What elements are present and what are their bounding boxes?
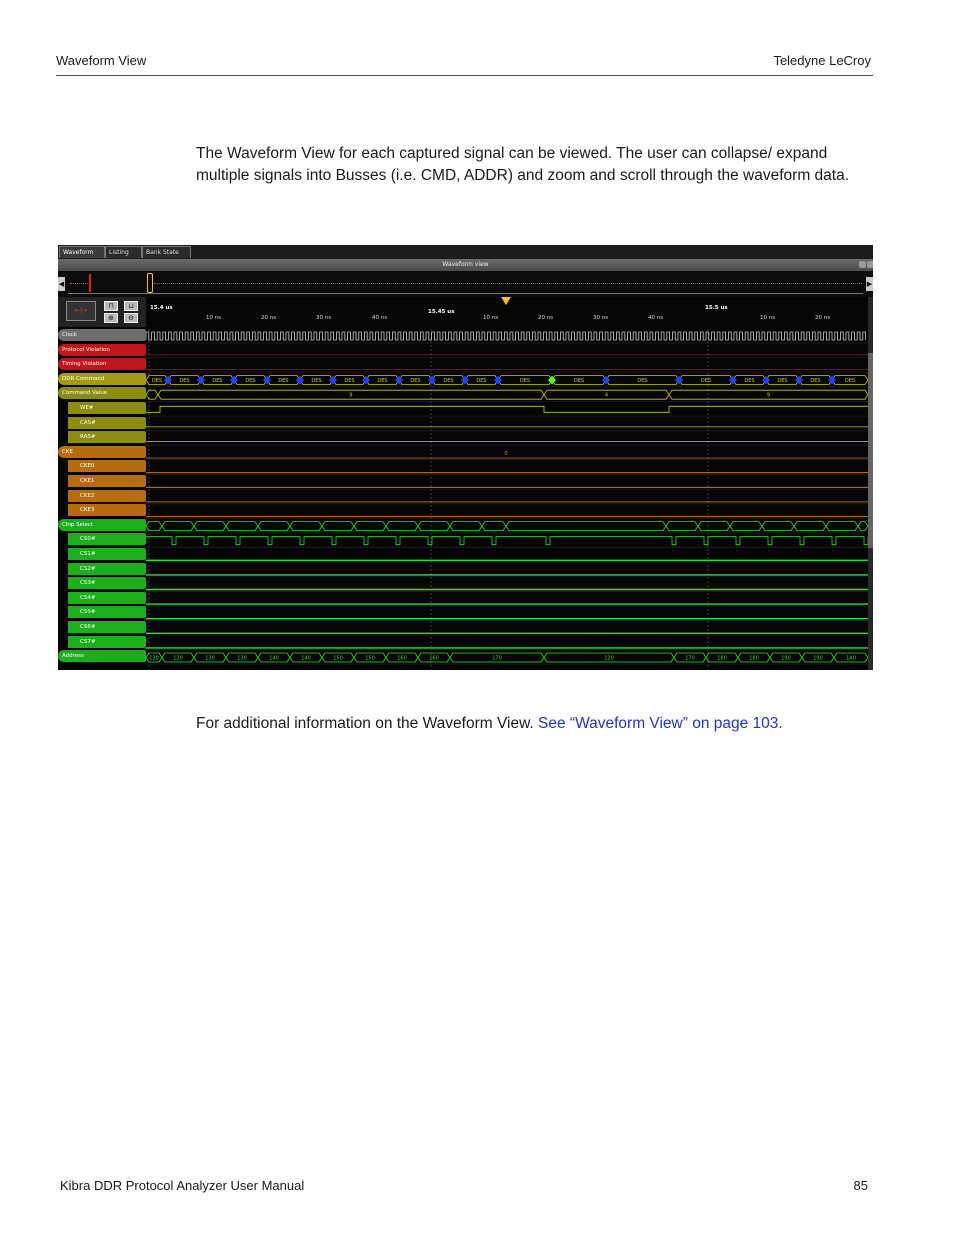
signal-label-cke2[interactable]	[68, 490, 146, 502]
bus-segment	[826, 522, 858, 531]
bus-value-label: 130	[149, 655, 159, 662]
overview-strip[interactable]	[58, 271, 873, 297]
bus-transition-diamond	[230, 376, 238, 385]
signal-label-clock[interactable]	[58, 329, 146, 341]
bus-transition-diamond	[329, 376, 337, 385]
bus-segment	[258, 522, 290, 531]
bus-value-label: 160	[397, 655, 407, 662]
window-title: Waveform view	[442, 261, 489, 268]
bus-segment	[162, 522, 194, 531]
clock-waveform	[146, 332, 866, 340]
bus-value-label: DES	[637, 377, 648, 384]
signal-label-text: CKE1	[80, 478, 95, 484]
tab-waveform-view[interactable]: Waveform	[59, 246, 105, 258]
bus-value-label: 1A0	[846, 655, 856, 662]
signal-label-cke3[interactable]	[68, 504, 146, 516]
waveform-plot[interactable]	[146, 329, 868, 670]
bus-transition-diamond	[828, 376, 836, 385]
bus-segment	[418, 522, 450, 531]
bus-segment	[762, 522, 794, 531]
signal-label-text: Timing Violation	[62, 361, 107, 368]
zoom-in-icon[interactable]: ⊕	[104, 313, 118, 323]
intro-paragraph: The Waveform View for each captured signal can be viewed. The user can collapse/ expand multiple signals into Busses (i.e. CMD, ADDR) and zoom and scroll through the waveform data.	[196, 145, 850, 184]
signal-label-text: Command Value	[62, 390, 108, 397]
signal-label-cs2-[interactable]	[68, 563, 146, 575]
bus-value-label: 130	[237, 655, 247, 662]
scroll-left-icon[interactable]: ◀	[58, 277, 65, 291]
signal-label-text: CS1#	[80, 551, 96, 557]
additional-info-text: For additional information on the Waveform View.	[196, 715, 539, 732]
bus-segment	[794, 522, 826, 531]
signal-label-ddr-command[interactable]	[58, 373, 146, 385]
bus-value-label: DES	[810, 377, 821, 384]
signal-label-text: CS3#	[80, 580, 96, 587]
overview-cursor-handle[interactable]	[147, 273, 153, 293]
ruler-major-label: 15.45 us	[428, 309, 455, 315]
cs0-waveform	[146, 537, 868, 545]
trigger-marker-icon[interactable]	[501, 297, 511, 305]
bus-value-label: 130	[205, 655, 215, 662]
settings-icon[interactable]	[859, 261, 866, 268]
tab-bar	[58, 245, 873, 259]
overview-dash	[70, 283, 88, 284]
signal-label-cke[interactable]	[58, 446, 146, 458]
bus-value-label: DES	[311, 377, 322, 384]
signal-label-text: CKE	[62, 448, 73, 455]
signal-label-cke1[interactable]	[68, 475, 146, 487]
bus-segment	[386, 522, 418, 531]
bus-value-label: DES	[844, 377, 856, 384]
signal-label-text: Address	[62, 653, 84, 660]
signal-label-protocol-violation[interactable]	[58, 344, 146, 356]
bus-value-label: 180	[717, 655, 727, 662]
bus-value-label: DES	[344, 377, 355, 384]
bus-segment	[226, 522, 258, 531]
bus-value-label: DES	[777, 377, 788, 384]
overview-track	[68, 293, 863, 294]
bus-transition-diamond	[762, 376, 770, 385]
footer-manual-title: Kibra DDR Protocol Analyzer User Manual	[60, 1178, 305, 1193]
signal-label-text: CAS#	[80, 419, 96, 426]
bus-transition-diamond	[428, 376, 436, 385]
signal-label-text: Clock	[62, 332, 77, 338]
waveform-screenshot	[58, 245, 873, 670]
bus-value-label: DES	[410, 377, 421, 384]
ruler-major-label: 15.4 us	[150, 305, 173, 311]
overview-dash	[154, 283, 862, 284]
ruler-minor-label: 40 ns	[372, 315, 388, 321]
signal-label-we-[interactable]	[68, 402, 146, 414]
bus-value-label: DES	[151, 377, 163, 384]
signal-label-cke0[interactable]	[68, 460, 146, 472]
signal-label-text: Protocol Violation	[62, 346, 110, 353]
bus-segment	[194, 522, 226, 531]
signal-label-text: CS0#	[80, 536, 96, 543]
ruler-minor-label: 40 ns	[648, 315, 664, 321]
close-icon[interactable]	[867, 261, 873, 268]
bus-segment	[858, 522, 868, 531]
bus-value-label: 9	[349, 392, 353, 399]
zoom-fit-icon[interactable]: ⇤|⇥	[66, 301, 96, 321]
ruler-minor-label: 10 ns	[206, 315, 222, 321]
expand-icon[interactable]: ⊔	[124, 301, 138, 311]
bus-transition-diamond	[263, 376, 271, 385]
bus-segment	[322, 522, 354, 531]
bus-value-label: DES	[700, 377, 712, 384]
signal-label-cs1-[interactable]	[68, 548, 146, 560]
scrollbar-thumb[interactable]	[868, 353, 873, 548]
tool-panel	[58, 297, 146, 327]
signal-label-chip-select[interactable]	[58, 519, 146, 531]
ruler-minor-label: 10 ns	[760, 315, 776, 321]
signal-label-text: DDR Command	[62, 375, 105, 382]
cke-value-label: 0	[504, 451, 508, 458]
signal-label-cs0-[interactable]	[68, 533, 146, 545]
scroll-right-icon[interactable]: ▶	[866, 277, 873, 291]
signal-label-cs4-[interactable]	[68, 592, 146, 604]
signal-label-text: CS2#	[80, 565, 96, 572]
bus-transition-diamond	[164, 376, 172, 385]
bus-segment	[450, 522, 482, 531]
header-section-title: Waveform View	[56, 53, 147, 68]
bus-value-label: 190	[781, 655, 791, 662]
footer-page-number: 85	[853, 1178, 868, 1193]
signal-label-text: CS6#	[80, 624, 96, 630]
bus-value-label: 170	[492, 655, 502, 662]
signal-label-cs3-[interactable]	[68, 577, 146, 589]
signal-label-text: Chip Select	[62, 521, 94, 528]
bus-transition-diamond	[494, 376, 502, 385]
bus-transition-diamond	[197, 376, 205, 385]
bus-transition-diamond	[602, 376, 610, 385]
bus-transition-diamond	[675, 376, 683, 385]
bus-value-label: 160	[429, 655, 439, 662]
ruler-minor-label: 20 ns	[815, 315, 831, 321]
bus-segment	[730, 522, 762, 531]
bus-transition-diamond	[461, 376, 469, 385]
bus-value-label: 140	[301, 655, 311, 662]
collapse-icon[interactable]: ⊓	[104, 301, 118, 311]
signal-label-text: RAS#	[80, 434, 96, 441]
bus-segment	[666, 522, 698, 531]
header-rule	[56, 75, 873, 76]
time-ruler	[146, 297, 868, 327]
signal-label-ras-[interactable]	[68, 431, 146, 443]
violation-marker	[89, 274, 91, 292]
ruler-minor-label: 10 ns	[483, 315, 499, 321]
bus-segment	[506, 522, 666, 531]
window-titlebar	[58, 259, 873, 271]
tab-listing-view[interactable]: Listing	[105, 246, 142, 258]
bus-value-label: 120	[173, 655, 183, 662]
signal-label-text: CKE2	[80, 492, 95, 499]
signal-label-text: CS7#	[80, 638, 96, 645]
bus-segment	[146, 390, 158, 399]
ruler-minor-label: 20 ns	[261, 315, 277, 321]
bus-transition-diamond	[395, 376, 403, 385]
signal-label-text: CS4#	[80, 594, 96, 601]
zoom-out-icon[interactable]: ⊖	[124, 313, 138, 323]
vertical-scrollbar[interactable]	[868, 297, 873, 670]
bus-value-label: 150	[365, 655, 375, 662]
tab-bank-state-view[interactable]: Bank State	[142, 246, 191, 258]
signal-label-cs5-[interactable]	[68, 606, 146, 618]
signal-label-cs7-[interactable]	[68, 636, 146, 648]
bus-transition-diamond	[362, 376, 370, 385]
ruler-minor-label: 30 ns	[593, 315, 609, 321]
bus-value-label: 4	[604, 392, 609, 399]
bus-value-label: DES	[744, 377, 755, 384]
signal-label-text: CKE0	[80, 463, 95, 470]
bus-value-label: 150	[333, 655, 343, 662]
bus-value-label: DES	[212, 377, 223, 384]
bus-transition-diamond	[296, 376, 304, 385]
signal-label-timing-violation[interactable]	[58, 358, 146, 370]
signal-label-cs6-[interactable]	[68, 621, 146, 633]
waveform-view-link[interactable]: See “Waveform View” on page 103.	[538, 715, 783, 732]
bus-segment	[482, 522, 506, 531]
ruler-major-label: 15.5 us	[705, 305, 728, 311]
bus-transition-diamond	[795, 376, 803, 385]
bus-segment	[146, 522, 162, 531]
bus-value-label: 170	[685, 655, 695, 662]
bus-transition-diamond	[729, 376, 737, 385]
bus-value-label: DES	[443, 377, 454, 384]
bus-value-label: DES	[519, 377, 531, 384]
bus-value-label: 190	[813, 655, 823, 662]
bus-value-label: DES	[476, 377, 487, 384]
additional-info	[196, 715, 783, 733]
bus-value-label: 9	[766, 392, 771, 399]
ruler-minor-label: 30 ns	[316, 315, 332, 321]
bus-value-label: DES	[278, 377, 289, 384]
signal-label-text: CS5#	[80, 609, 96, 616]
header-company: Teledyne LeCroy	[773, 53, 871, 68]
ruler-minor-label: 20 ns	[538, 315, 554, 321]
bus-value-label: DES	[179, 377, 190, 384]
bus-value-label: DES	[245, 377, 256, 384]
bus-value-label: DES	[573, 377, 585, 384]
signal-label-command-value[interactable]	[58, 387, 146, 399]
bus-segment	[354, 522, 386, 531]
bus-value-label: DES	[377, 377, 388, 384]
bus-value-label: 180	[749, 655, 759, 662]
signal-label-cas-[interactable]	[68, 417, 146, 429]
we-waveform	[146, 406, 868, 412]
signal-label-text: CKE3	[80, 507, 95, 514]
signal-label-address[interactable]	[58, 650, 146, 662]
bus-value-label: 120	[604, 655, 614, 662]
signal-label-text: WE#	[80, 405, 94, 411]
bus-segment	[290, 522, 322, 531]
bus-value-label: 140	[269, 655, 279, 662]
bus-segment	[698, 522, 730, 531]
bus-transition-diamond	[548, 376, 556, 385]
